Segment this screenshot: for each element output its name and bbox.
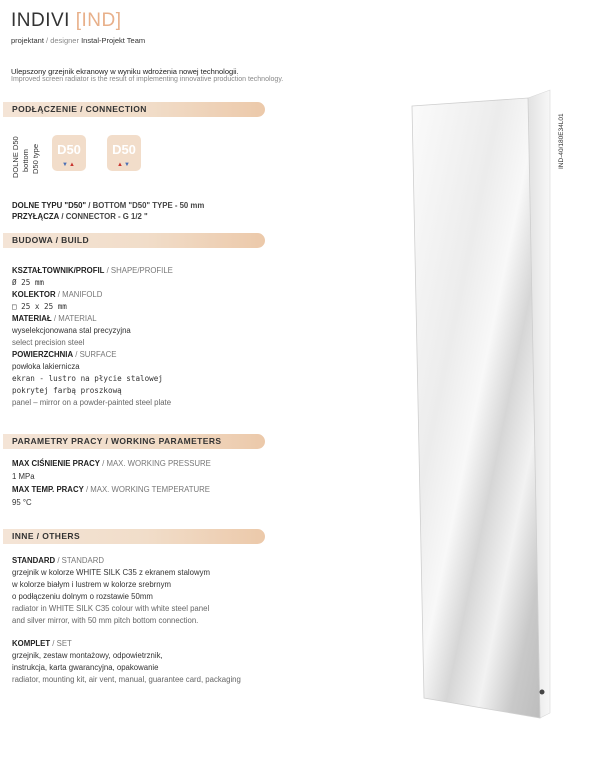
air-vent-icon xyxy=(540,690,545,695)
connection-type-line: DOLNE TYPU "D50" / BOTTOM "D50" TYPE - 50 mm xyxy=(12,201,205,210)
flow-arrows-icon: ▼▲ xyxy=(62,162,76,168)
surface-pl-2: ekran - lustro na płycie stalowej xyxy=(12,374,163,383)
build-header: BUDOWA / BUILD xyxy=(3,233,265,248)
set-label: KOMPLET / SET xyxy=(12,639,72,648)
d50-badge: D50 ▲▼ xyxy=(107,135,141,171)
standard-pl-1: grzejnik w kolorze WHITE SILK C35 z ekranem stalowym xyxy=(12,568,211,577)
designer-line: projektant / designer Instal-Projekt Team xyxy=(11,36,146,45)
connection-side-label: DOLNE D50 bottom D50 type xyxy=(11,136,40,178)
manifold-value: □ 25 x 25 mm xyxy=(12,302,67,311)
flow-arrows-icon: ▲▼ xyxy=(117,162,131,168)
others-header: INNE / OTHERS xyxy=(3,529,265,544)
temp-label: MAX TEMP. PRACY / MAX. WORKING TEMPERATURE xyxy=(12,485,210,494)
connection-header: PODŁĄCZENIE / CONNECTION xyxy=(3,102,265,117)
pressure-value: 1 MPa xyxy=(12,472,35,481)
profile-label: KSZTAŁTOWNIK/PROFIL / SHAPE/PROFILE xyxy=(12,266,173,275)
set-en: radiator, mounting kit, air vent, manual, guarantee card, packaging xyxy=(12,675,241,684)
description-pl: Ulepszony grzejnik ekranowy w wyniku wdrożenia nowej technologii. xyxy=(11,67,239,76)
pressure-label: MAX CIŚNIENIE PRACY / MAX. WORKING PRESSURE xyxy=(12,459,211,468)
surface-label: POWIERZCHNIA / SURFACE xyxy=(12,350,117,359)
standard-en-2: and silver mirror, with 50 mm pitch bottom connection. xyxy=(12,616,199,625)
material-en: select precision steel xyxy=(12,338,85,347)
product-title xyxy=(11,10,122,32)
surface-pl-3: pokrytej farbą proszkową xyxy=(12,386,122,395)
set-pl-1: grzejnik, zestaw montażowy, odpowietrznik, xyxy=(12,651,163,660)
surface-en: panel – mirror on a powder-painted steel plate xyxy=(12,398,172,407)
standard-pl-3: o podłączeniu dolnym o rozstawie 50mm xyxy=(12,592,153,601)
temp-value: 95 °C xyxy=(12,498,32,507)
standard-pl-2: w kolorze białym i lustrem w kolorze srebrnym xyxy=(12,580,172,589)
standard-label: STANDARD / STANDARD xyxy=(12,556,104,565)
radiator-mirror-panel xyxy=(412,98,540,718)
material-label: MATERIAŁ / MATERIAL xyxy=(12,314,97,323)
standard-en-1: radiator in WHITE SILK C35 colour with white steel panel xyxy=(12,604,210,613)
profile-value: Ø 25 mm xyxy=(12,278,45,287)
material-pl: wyselekcjonowana stal precyzyjna xyxy=(12,326,131,335)
description-en: Improved screen radiator is the result of implementing innovative production technology. xyxy=(11,76,284,83)
product-code-bracket: [IND] xyxy=(75,10,122,31)
d50-badge: D50 ▼▲ xyxy=(52,135,86,171)
manifold-label: KOLEKTOR / MANIFOLD xyxy=(12,290,103,299)
radiator-image xyxy=(410,88,560,728)
product-code-vertical: IND-40/180E34L01 xyxy=(558,113,565,169)
product-name: INDIVI xyxy=(11,10,70,31)
params-header: PARAMETRY PRACY / WORKING PARAMETERS xyxy=(3,434,265,449)
set-pl-2: instrukcja, karta gwarancyjna, opakowanie xyxy=(12,663,159,672)
connector-line: PRZYŁĄCZA / CONNECTOR - G 1/2 " xyxy=(12,212,148,221)
surface-pl-1: powłoka lakiernicza xyxy=(12,362,80,371)
